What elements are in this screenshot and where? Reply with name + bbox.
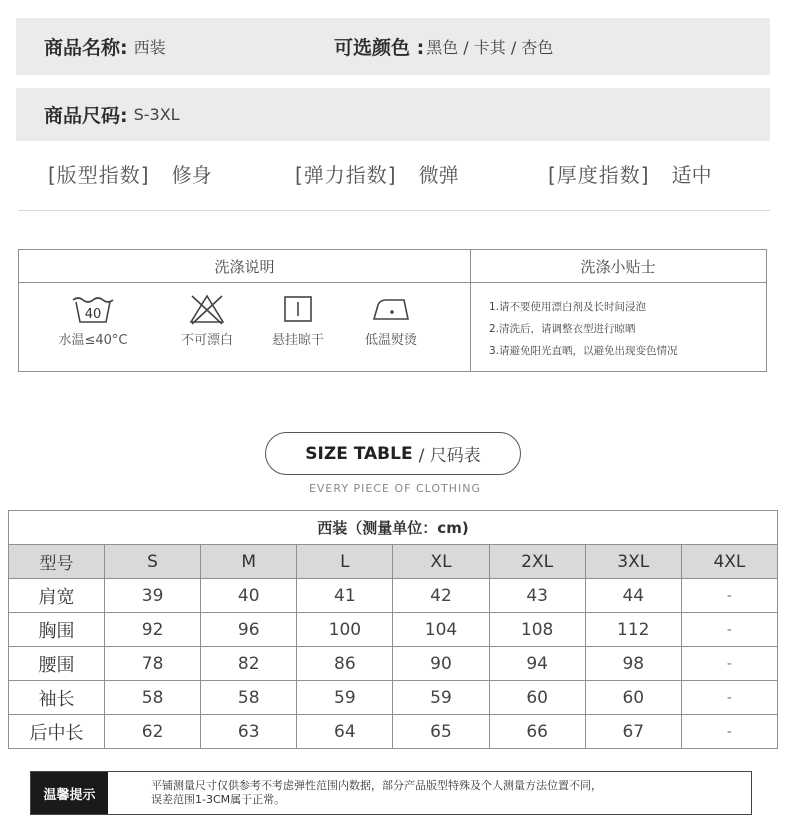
thickness-index <box>548 150 712 196</box>
table-cell: 39 <box>105 579 201 613</box>
table-cell: 94 <box>489 647 585 681</box>
size-table-heading <box>265 432 521 475</box>
product-colors <box>334 18 553 75</box>
low-iron-icon <box>368 293 414 325</box>
stretch-index <box>295 150 459 196</box>
size-table-subheading: EVERY PIECE OF CLOTHING <box>308 482 482 495</box>
table-row <box>9 647 778 681</box>
wash-tips-header: 洗涤小贴士 <box>470 250 766 283</box>
wash-tip: 1.请不要使用漂白剂及长时间浸泡 <box>489 301 647 313</box>
product-name-label: 商品名称: <box>44 37 128 59</box>
notice-text <box>151 779 741 807</box>
row-label: 肩宽 <box>9 579 105 613</box>
product-colors-label: 可选颜色 : <box>334 37 425 59</box>
product-info-bar <box>16 18 770 75</box>
table-cell: 58 <box>201 681 297 715</box>
row-label: 胸围 <box>9 613 105 647</box>
table-cell: 44 <box>585 579 681 613</box>
table-cell: 98 <box>585 647 681 681</box>
table-cell: 66 <box>489 715 585 749</box>
table-row <box>9 613 778 647</box>
notice-badge: 温馨提示 <box>31 772 108 814</box>
column-header: L <box>297 545 393 579</box>
product-size-bar <box>16 88 770 141</box>
hang-dry-icon <box>275 293 321 325</box>
product-size <box>44 88 180 141</box>
table-cell: 64 <box>297 715 393 749</box>
size-table-title-row <box>9 511 778 545</box>
size-table-heading-zh: / 尺码表 <box>418 446 481 466</box>
product-name-value: 西装 <box>133 38 166 57</box>
table-cell: 42 <box>393 579 489 613</box>
stretch-index-value: 微弹 <box>418 162 459 187</box>
wash-40-caption: 水温≤40°C <box>58 333 128 348</box>
divider <box>18 210 770 211</box>
table-cell: 67 <box>585 715 681 749</box>
column-header: 4XL <box>681 545 777 579</box>
column-header: 型号 <box>9 545 105 579</box>
wash-tip: 3.请避免阳光直晒，以避免出现变色情况 <box>489 345 678 357</box>
hang-dry-item <box>252 293 344 363</box>
size-table-header-row <box>9 545 778 579</box>
table-cell: 59 <box>393 681 489 715</box>
fit-index-label: [版型指数] <box>48 162 150 187</box>
wash-tips <box>489 296 678 362</box>
wash-40-item <box>47 293 139 363</box>
table-cell: 96 <box>201 613 297 647</box>
table-row <box>9 579 778 613</box>
stretch-index-label: [弹力指数] <box>295 162 397 187</box>
table-cell: 65 <box>393 715 489 749</box>
column-header: S <box>105 545 201 579</box>
size-table-title: 西装（测量单位：cm) <box>9 511 778 545</box>
table-cell: 60 <box>585 681 681 715</box>
table-cell: 104 <box>393 613 489 647</box>
product-colors-value: 黑色 / 卡其 / 杏色 <box>426 38 554 57</box>
table-cell: 41 <box>297 579 393 613</box>
table-cell: - <box>681 715 777 749</box>
table-cell: 100 <box>297 613 393 647</box>
fit-indices <box>16 150 770 196</box>
size-table <box>8 510 778 749</box>
table-cell: 78 <box>105 647 201 681</box>
no-bleach-icon <box>184 293 230 325</box>
table-cell: - <box>681 681 777 715</box>
table-cell: - <box>681 647 777 681</box>
product-size-label: 商品尺码: <box>44 105 128 127</box>
table-cell: 108 <box>489 613 585 647</box>
table-cell: 59 <box>297 681 393 715</box>
table-cell: - <box>681 613 777 647</box>
wash-divider <box>470 250 471 371</box>
wash-tip: 2.清洗后，请调整衣型进行晾晒 <box>489 323 636 335</box>
column-header: XL <box>393 545 489 579</box>
no-bleach-item <box>161 293 253 363</box>
low-iron-caption: 低温熨烫 <box>364 333 417 348</box>
wash-instructions-header: 洗涤说明 <box>19 250 470 283</box>
notice-line: 误差范围1-3CM属于正常。 <box>151 793 286 806</box>
table-cell: 43 <box>489 579 585 613</box>
wash-temp-number: 40 <box>84 307 102 322</box>
table-cell: 40 <box>201 579 297 613</box>
wash-instructions <box>18 249 767 372</box>
table-cell: 60 <box>489 681 585 715</box>
row-label: 后中长 <box>9 715 105 749</box>
row-label: 袖长 <box>9 681 105 715</box>
column-header: 3XL <box>585 545 681 579</box>
table-cell: 58 <box>105 681 201 715</box>
notice-box <box>30 771 752 815</box>
fit-index <box>48 150 212 196</box>
hang-dry-caption: 悬挂晾干 <box>271 333 324 348</box>
table-cell: 63 <box>201 715 297 749</box>
column-header: 2XL <box>489 545 585 579</box>
row-label: 腰围 <box>9 647 105 681</box>
notice-line: 平铺测量尺寸仅供参考不考虑弹性范围内数据，部分产品版型特殊及个人测量方法位置不同， <box>151 779 602 792</box>
thickness-index-value: 适中 <box>671 162 712 187</box>
table-row <box>9 681 778 715</box>
thickness-index-label: [厚度指数] <box>548 162 650 187</box>
table-cell: - <box>681 579 777 613</box>
low-iron-item <box>345 293 437 363</box>
table-cell: 82 <box>201 647 297 681</box>
product-size-value: S-3XL <box>133 105 180 124</box>
table-row <box>9 715 778 749</box>
fit-index-value: 修身 <box>171 162 212 187</box>
table-cell: 86 <box>297 647 393 681</box>
size-table-heading-en: SIZE TABLE <box>305 443 413 464</box>
no-bleach-caption: 不可漂白 <box>180 333 233 348</box>
column-header: M <box>201 545 297 579</box>
table-cell: 112 <box>585 613 681 647</box>
product-name <box>44 18 166 75</box>
table-cell: 62 <box>105 715 201 749</box>
wash-40-icon <box>70 293 116 325</box>
table-cell: 92 <box>105 613 201 647</box>
table-cell: 90 <box>393 647 489 681</box>
